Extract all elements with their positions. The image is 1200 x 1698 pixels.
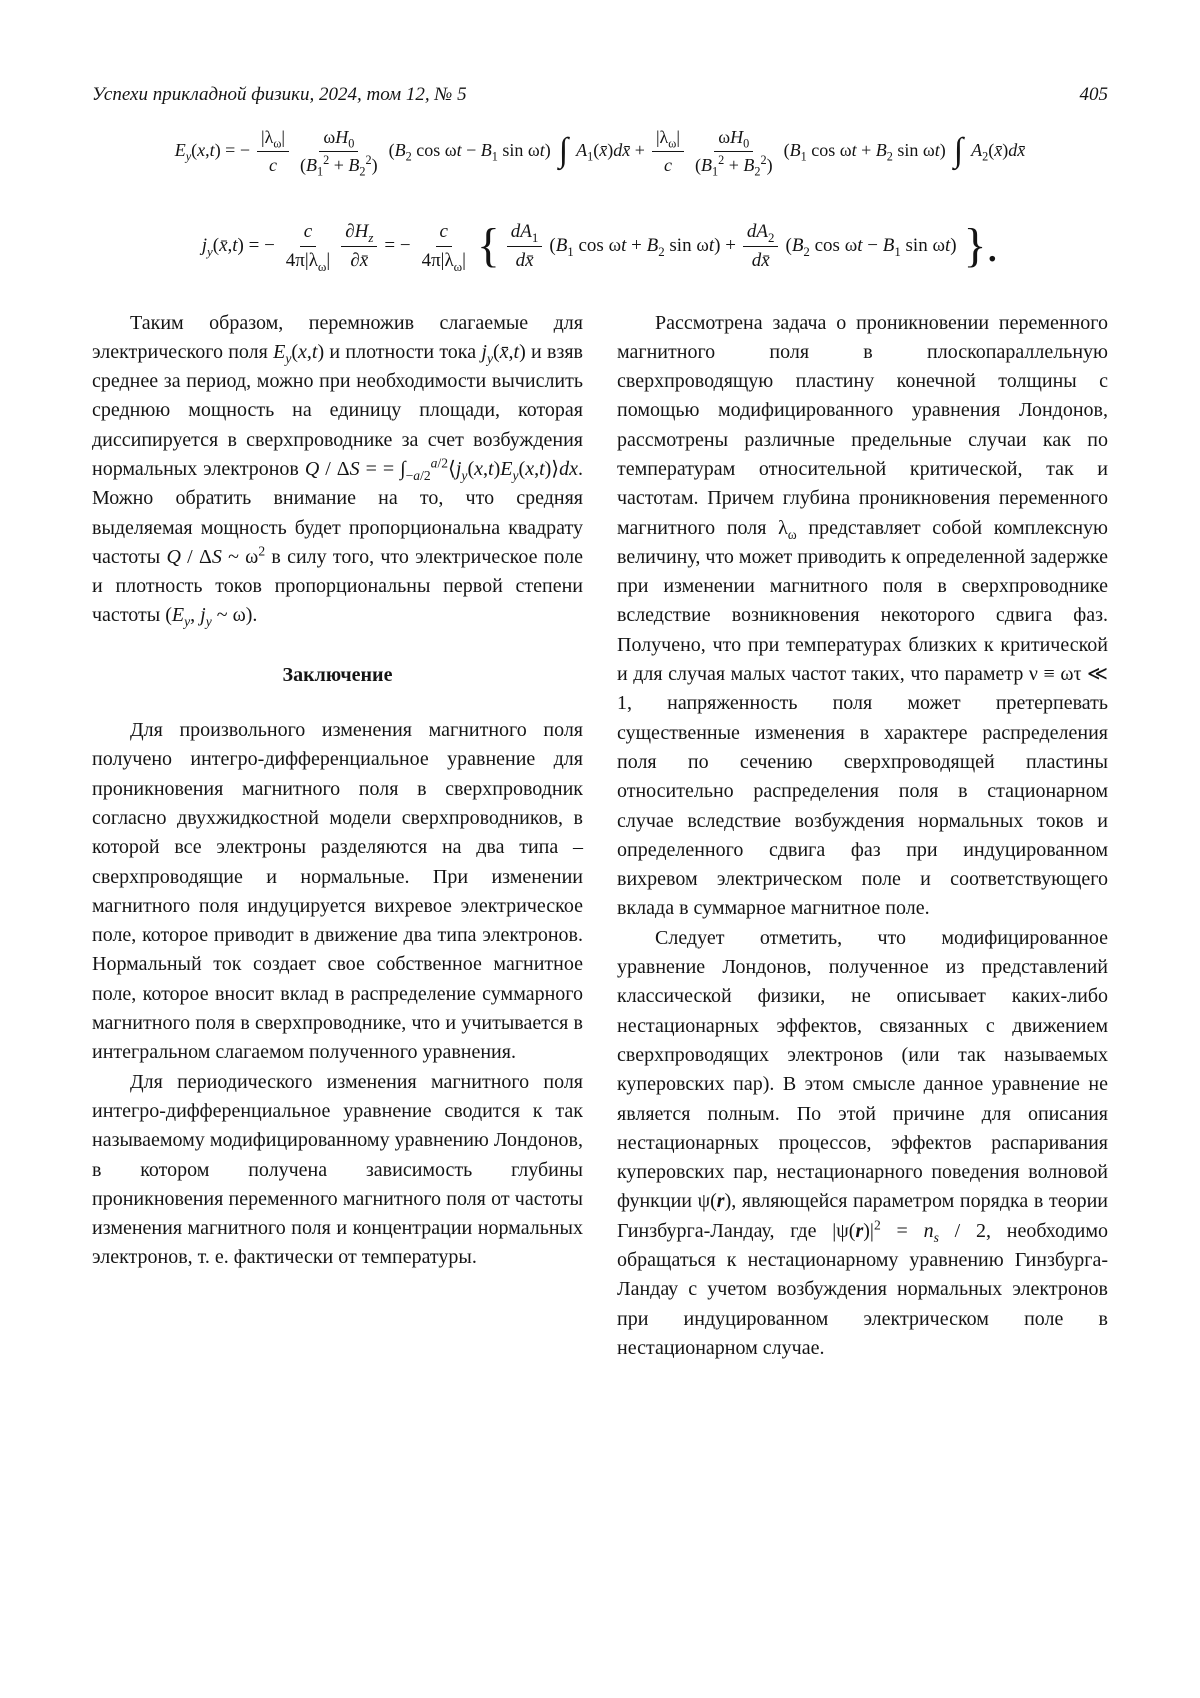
- fraction-denominator: $4\pi|\lambda_\omega|$: [421, 249, 466, 274]
- left-column: [92, 309, 583, 1364]
- fraction-numerator: $\omega H_0$: [714, 126, 753, 152]
- fraction-denominator: c: [663, 154, 672, 175]
- paragraph-power-dissipation: Таким образом, перемножив слагаемые для электрического поля $E_y(x,t)$ и плотности тока $j_y(x̄,t)$ и взяв среднее за период, можно при необходимости вычислить среднюю мощность на единицу площади, которая диссипируется в сверхпроводнике за счет возбуждения нормальных электронов Q / ΔS = = $\int_{-a/2}^{a/2}⟨j_y(x,t)E_y(x,t)⟩dx$. Можно обратить внимание на то, что средняя выделяемая мощность будет пропорциональна квадрату частоты Q / ΔS ~ $\omega^2$ в силу того, что электрическое поле и плотность токов пропорциональны первой степени частоты ($E_y$, $j_y$ ~ ω).: [92, 311, 584, 630]
- fraction-numerator: $|\lambda_\omega|$: [257, 126, 289, 152]
- fraction-denominator: ∂x̄: [350, 249, 369, 271]
- fraction-denominator: $(B_1^2 + B_2^2)$: [300, 152, 378, 179]
- fraction-denominator: dx̄: [515, 249, 534, 271]
- fraction-numerator: $\partial H_z$: [341, 220, 377, 247]
- paragraph-conclusion-4: Следует отметить, что модифицированное уравнение Лондонов, полученное из представлений классической физики, не описывает каких-либо нестационарных эффектов, связанных с движением сверхпроводящих электронов (или так называемых куперовских пар). В этом смысле данное уравнение не является полным. По этой причине для описания нестационарных процессов, эффектов распаривания куперовских пар, нестационарного поведения волновой функции ψ(r), являющейся параметром порядка в теории Гинзбурга-Ландау, где $|\psi(r)|^2 = n_s / 2$, необходимо обращаться к нестационарному уравнению Гинзбурга-Ландау с учетом возбуждения нормальных электронов при индуцированном электрическом поле в нестационарном случае.: [617, 926, 1109, 1359]
- eq1-integrand2: $A_2(x̄)dx̄$: [971, 140, 1026, 164]
- running-head: [92, 84, 1108, 106]
- eq1-term1: ($B_2$ $\cos \omega t - B_1$ sin ωt): [388, 140, 551, 164]
- fraction-numerator: $\omega H_0$: [319, 126, 358, 152]
- two-column-body: [92, 309, 1108, 1364]
- eq2-fraction-c-over-4pi-lambda-2: [418, 220, 470, 273]
- eq2-fraction-c-over-4pi-lambda: [282, 220, 334, 273]
- eq2-fraction-dH-dx: [341, 220, 377, 273]
- fraction-denominator: dx̄: [751, 249, 770, 271]
- paragraph-conclusion-3: Рассмотрена задача о проникновении переменного магнитного поля в плоскопараллельную сверхпроводящую пластину конечной толщины с помощью модифицированного уравнения Лондонов, рассмотрены различные предельные случаи как по температурам относительной критической, так и частотам. Причем глубина проникновения переменного магнитного поля $\lambda_\omega$ представляет собой комплексную величину, что может приводить к определенной задержке при изменении магнитного поля в сверхпроводнике вследствие возникновения некоторого сдвига фаз. Получено, что при температурах близких к критической и для случая малых частот таких, что параметр ν ≡ ωτ ≪ 1, напряженность поля может претерпевать существенные изменения в характере распределения поля по сечению сверхпроводящей пластины относительно распределения поля в стационарном случае вследствие возбуждения нормальных токов и определенного сдвига фаз при индуцированном вихревом электрическом поле и соответствующего вклада в суммарное магнитное поле.: [617, 311, 1108, 920]
- eq1-fraction-lambda-over-c-2: [652, 126, 684, 176]
- fraction-numerator: c: [436, 220, 452, 247]
- right-column: [617, 309, 1108, 1364]
- eq1-lhs: $E_y(x,t)$ = −: [174, 140, 250, 164]
- integral-sign: ∫: [558, 132, 569, 170]
- eq2-term2: ($B_2$ $\cos \omega t - B_1$ sin ωt): [785, 234, 957, 259]
- fraction-numerator: $dA_2$: [743, 220, 779, 247]
- integral-sign: ∫: [953, 132, 964, 170]
- equation-electric-field: [92, 126, 1108, 179]
- brace-open: {: [476, 220, 500, 273]
- fraction-numerator: $dA_1$: [507, 220, 543, 247]
- fraction-numerator: $|\lambda_\omega|$: [652, 126, 684, 152]
- eq2-fraction-dA2-dx: [743, 220, 779, 273]
- eq2-equals: = −: [384, 234, 411, 256]
- journal-reference: Успехи прикладной физики, 2024, том 12, № 5: [92, 84, 467, 105]
- eq2-lhs: $j_y(x̄,t)$ = −: [201, 234, 275, 259]
- eq1-fraction-field-2: [691, 126, 777, 179]
- paragraph-conclusion-1: Для произвольного изменения магнитного поля получено интегро-дифференциальное уравнение для проникновения магнитного поля в сверхпроводник согласно двухжидкостной модели сверхпроводников, в которой все электроны разделяются на два типа – сверхпроводящие и нормальные. При изменении магнитного поля индуцируется вихревое электрическое поле, которое приводит в движение два типа электронов. Нормальный ток создает свое собственное магнитное поле, которое вносит вклад в распределение суммарного магнитного поля в сверхпроводнике, что и учитывается в интегральном слагаемом полученного уравнения.: [92, 719, 583, 1064]
- display-equations: [92, 126, 1108, 273]
- brace-close: }.: [963, 220, 999, 273]
- equation-current-density: [92, 220, 1108, 273]
- section-heading-conclusion: Заключение: [282, 663, 393, 686]
- eq1-fraction-field: [296, 126, 382, 179]
- paragraph-conclusion-2: Для периодического изменения магнитного поля интегро-дифференциальное уравнение сводится к так называемому модифицированному уравнению Лондонов, в котором получена зависимость глубины проникновения переменного магнитного поля от частоты изменения магнитного поля и концентрации нормальных электронов, т. е. фактически от температуры.: [92, 1070, 583, 1269]
- page-number: 405: [1079, 84, 1108, 105]
- eq1-integrand1: $A_1(x̄)dx̄$ +: [576, 140, 645, 164]
- fraction-denominator: c: [268, 154, 277, 175]
- fraction-denominator: $(B_1^2 + B_2^2)$: [694, 152, 773, 179]
- eq2-fraction-dA1-dx: [507, 220, 543, 273]
- eq1-term2: ($B_1$ $\cos \omega t + B_2$ sin ωt): [783, 140, 946, 164]
- fraction-denominator: $4\pi|\lambda_\omega|$: [285, 249, 331, 274]
- eq2-term1: ($B_1$ $\cos \omega t + B_2$ sin ωt) +: [549, 234, 736, 259]
- eq1-fraction-lambda-over-c: [257, 126, 289, 176]
- fraction-numerator: c: [300, 220, 316, 247]
